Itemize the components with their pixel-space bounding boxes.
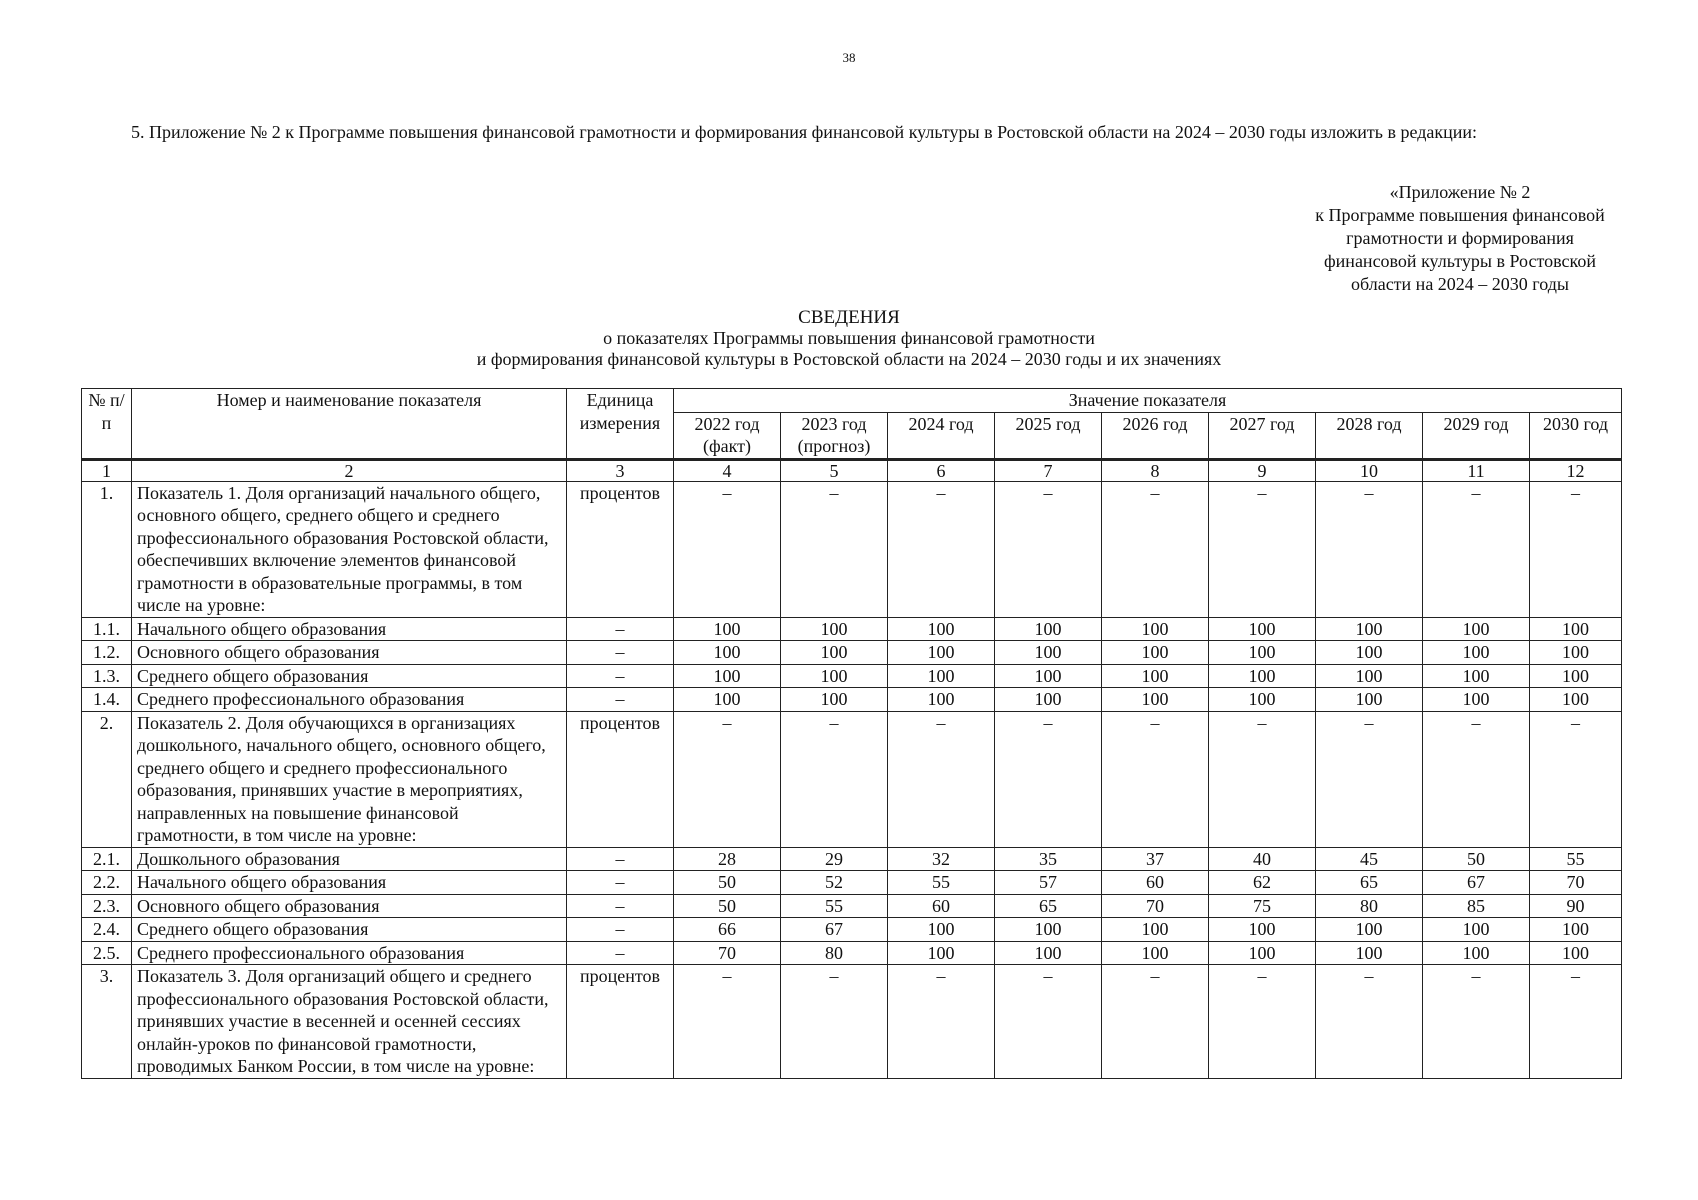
header-year: 2030 год [1530,412,1622,459]
value-cell: – [674,965,781,1079]
header-year: 2023 год (прогноз) [781,412,888,459]
indicator-name: Начального общего образования [132,871,567,895]
table-row [82,688,1622,712]
value-cell: 100 [1102,688,1209,712]
row-number: 1.1. [82,617,132,641]
unit-cell: процентов [567,481,674,617]
value-cell: 100 [995,664,1102,688]
value-cell: 32 [888,847,995,871]
column-number: 1 [82,459,132,481]
value-cell: – [674,481,781,617]
unit-cell: – [567,641,674,665]
appendix-caption [1290,181,1630,296]
column-number: 5 [781,459,888,481]
value-cell: 55 [781,894,888,918]
column-number: 10 [1316,459,1423,481]
value-cell: 100 [888,641,995,665]
row-number: 2.3. [82,894,132,918]
value-cell: 100 [1316,918,1423,942]
value-cell: 100 [1423,941,1530,965]
value-cell: – [781,711,888,847]
value-cell: 100 [1530,941,1622,965]
row-number: 3. [82,965,132,1079]
unit-cell: – [567,847,674,871]
column-number: 6 [888,459,995,481]
table-row [82,847,1622,871]
value-cell: 100 [1423,641,1530,665]
row-number: 2.5. [82,941,132,965]
header-year: 2028 год [1316,412,1423,459]
value-cell: – [1209,965,1316,1079]
value-cell: 100 [1209,664,1316,688]
value-cell: 57 [995,871,1102,895]
value-cell: – [888,965,995,1079]
column-number: 8 [1102,459,1209,481]
header-year: 2026 год [1102,412,1209,459]
value-cell: – [1102,481,1209,617]
value-cell: 100 [1530,918,1622,942]
table-row [82,664,1622,688]
value-cell: – [781,481,888,617]
value-cell: – [995,711,1102,847]
value-cell: 80 [781,941,888,965]
value-cell: – [1209,481,1316,617]
value-cell: 100 [1102,617,1209,641]
row-number: 2.2. [82,871,132,895]
value-cell: 62 [1209,871,1316,895]
row-number: 1.4. [82,688,132,712]
value-cell: 100 [1530,617,1622,641]
header-unit: Единица измерения [567,389,674,460]
value-cell: 100 [1209,941,1316,965]
value-cell: 90 [1530,894,1622,918]
value-cell: 100 [1423,617,1530,641]
heading-line: о показателях Программы повышения финансовой грамотности [603,328,1095,348]
header-row-top [82,389,1622,413]
row-number: 2. [82,711,132,847]
value-cell: – [1423,481,1530,617]
value-cell: 100 [1316,664,1423,688]
value-cell: 100 [674,664,781,688]
indicators-table [81,388,1622,1079]
table-row [82,711,1622,847]
table-row [82,918,1622,942]
header-values-group: Значение показателя [674,389,1622,413]
value-cell: 67 [781,918,888,942]
unit-cell: – [567,871,674,895]
value-cell: 80 [1316,894,1423,918]
unit-cell: – [567,664,674,688]
table-row [82,641,1622,665]
value-cell: – [1102,965,1209,1079]
header-year: 2029 год [1423,412,1530,459]
value-cell: – [995,965,1102,1079]
value-cell: 100 [1209,918,1316,942]
value-cell: 52 [781,871,888,895]
table-row [82,871,1622,895]
value-cell: 100 [995,941,1102,965]
value-cell: 100 [888,918,995,942]
header-year: 2027 год [1209,412,1316,459]
appendix-line: к Программе повышения финансовой [1315,205,1605,225]
indicator-name: Основного общего образования [132,641,567,665]
header-year: 2025 год [995,412,1102,459]
value-cell: – [1530,481,1622,617]
column-numbers-row [82,459,1622,481]
value-cell: – [888,481,995,617]
unit-cell: процентов [567,965,674,1079]
value-cell: 60 [1102,871,1209,895]
value-cell: 35 [995,847,1102,871]
value-cell: – [995,481,1102,617]
unit-cell: – [567,941,674,965]
value-cell: – [1209,711,1316,847]
table-body [82,459,1622,1078]
value-cell: 70 [1102,894,1209,918]
value-cell: 50 [1423,847,1530,871]
value-cell: 100 [888,941,995,965]
indicator-name: Основного общего образования [132,894,567,918]
row-number: 1. [82,481,132,617]
value-cell: 100 [995,918,1102,942]
value-cell: 100 [1102,641,1209,665]
value-cell: 45 [1316,847,1423,871]
value-cell: – [888,711,995,847]
value-cell: 66 [674,918,781,942]
value-cell: 100 [995,641,1102,665]
column-number: 11 [1423,459,1530,481]
column-number: 2 [132,459,567,481]
table-row [82,941,1622,965]
value-cell: 55 [888,871,995,895]
value-cell: 100 [1423,664,1530,688]
appendix-line: «Приложение № 2 [1389,182,1531,202]
row-number: 1.3. [82,664,132,688]
value-cell: 100 [674,641,781,665]
value-cell: 70 [1530,871,1622,895]
value-cell: 75 [1209,894,1316,918]
value-cell: 55 [1530,847,1622,871]
value-cell: 100 [995,688,1102,712]
appendix-line: области на 2024 – 2030 годы [1351,274,1569,294]
table-row [82,965,1622,1079]
column-number: 9 [1209,459,1316,481]
indicator-name: Показатель 2. Доля обучающихся в организациях дошкольного, начального общего, основного общего, среднего общего и среднего профессионального образования, принявших участие в мероприятиях, направленных на повышение финансовой грамотности, в том числе на уровне: [132,711,567,847]
value-cell: 65 [995,894,1102,918]
value-cell: 100 [781,641,888,665]
value-cell: – [1316,711,1423,847]
value-cell: – [781,965,888,1079]
indicator-name: Среднего профессионального образования [132,941,567,965]
row-number: 2.1. [82,847,132,871]
value-cell: 100 [1102,941,1209,965]
header-num: № п/п [82,389,132,460]
value-cell: 100 [888,688,995,712]
indicator-name: Показатель 3. Доля организаций общего и среднего профессионального образования Ростовской области, принявших участие в весенней и осенней сессиях онлайн-уроков по финансовой грамотности, проводимых Банком России, в том числе на уровне: [132,965,567,1079]
value-cell: 70 [674,941,781,965]
value-cell: 50 [674,894,781,918]
value-cell: 100 [1316,641,1423,665]
value-cell: 100 [1209,641,1316,665]
column-number: 12 [1530,459,1622,481]
value-cell: 100 [1102,918,1209,942]
heading-line: и формирования финансовой культуры в Ростовской области на 2024 – 2030 годы и их значениях [476,349,1222,369]
value-cell: 100 [1316,617,1423,641]
value-cell: 100 [888,617,995,641]
value-cell: 100 [1316,688,1423,712]
value-cell: 100 [1209,688,1316,712]
document-heading [0,307,1698,370]
value-cell: 100 [1423,688,1530,712]
header-year: 2024 год [888,412,995,459]
indicator-name: Среднего общего образования [132,664,567,688]
column-number: 7 [995,459,1102,481]
value-cell: 100 [888,664,995,688]
value-cell: 67 [1423,871,1530,895]
header-name: Номер и наименование показателя [132,389,567,460]
value-cell: 65 [1316,871,1423,895]
indicator-name: Среднего профессионального образования [132,688,567,712]
indicator-name: Показатель 1. Доля организаций начального общего, основного общего, среднего общего и среднего профессионального образования Ростовской области, обеспечивших включение элементов финансовой грамотности в образовательные программы, в том числе на уровне: [132,481,567,617]
value-cell: 100 [1209,617,1316,641]
heading-title: СВЕДЕНИЯ [798,307,900,328]
column-number: 3 [567,459,674,481]
row-number: 1.2. [82,641,132,665]
indicator-name: Среднего общего образования [132,918,567,942]
table-row [82,617,1622,641]
indicator-name: Начального общего образования [132,617,567,641]
value-cell: 100 [674,617,781,641]
value-cell: 100 [781,688,888,712]
row-number: 2.4. [82,918,132,942]
unit-cell: – [567,617,674,641]
intro-paragraph: 5. Приложение № 2 к Программе повышения финансовой грамотности и формирования финансовой культуры в Ростовской области на 2024 – 2030 годы изложить в редакции: [131,122,1478,142]
table-row [82,894,1622,918]
value-cell: 29 [781,847,888,871]
value-cell: – [674,711,781,847]
value-cell: – [1423,711,1530,847]
indicator-name: Дошкольного образования [132,847,567,871]
value-cell: 100 [1316,941,1423,965]
unit-cell: – [567,918,674,942]
value-cell: 100 [1423,918,1530,942]
unit-cell: – [567,688,674,712]
value-cell: 40 [1209,847,1316,871]
value-cell: 100 [1102,664,1209,688]
value-cell: 85 [1423,894,1530,918]
value-cell: 100 [995,617,1102,641]
value-cell: 60 [888,894,995,918]
value-cell: 28 [674,847,781,871]
appendix-line: грамотности и формирования [1346,228,1574,248]
value-cell: – [1316,481,1423,617]
value-cell: 100 [1530,641,1622,665]
unit-cell: процентов [567,711,674,847]
value-cell: 100 [1530,688,1622,712]
value-cell: 100 [781,617,888,641]
appendix-line: финансовой культуры в Ростовской [1324,251,1596,271]
table-row [82,481,1622,617]
value-cell: – [1102,711,1209,847]
header-year: 2022 год (факт) [674,412,781,459]
value-cell: – [1316,965,1423,1079]
unit-cell: – [567,894,674,918]
column-number: 4 [674,459,781,481]
value-cell: – [1530,711,1622,847]
value-cell: 100 [1530,664,1622,688]
value-cell: – [1423,965,1530,1079]
value-cell: 100 [674,688,781,712]
page-number: 38 [842,50,856,65]
value-cell: – [1530,965,1622,1079]
value-cell: 37 [1102,847,1209,871]
value-cell: 50 [674,871,781,895]
value-cell: 100 [781,664,888,688]
